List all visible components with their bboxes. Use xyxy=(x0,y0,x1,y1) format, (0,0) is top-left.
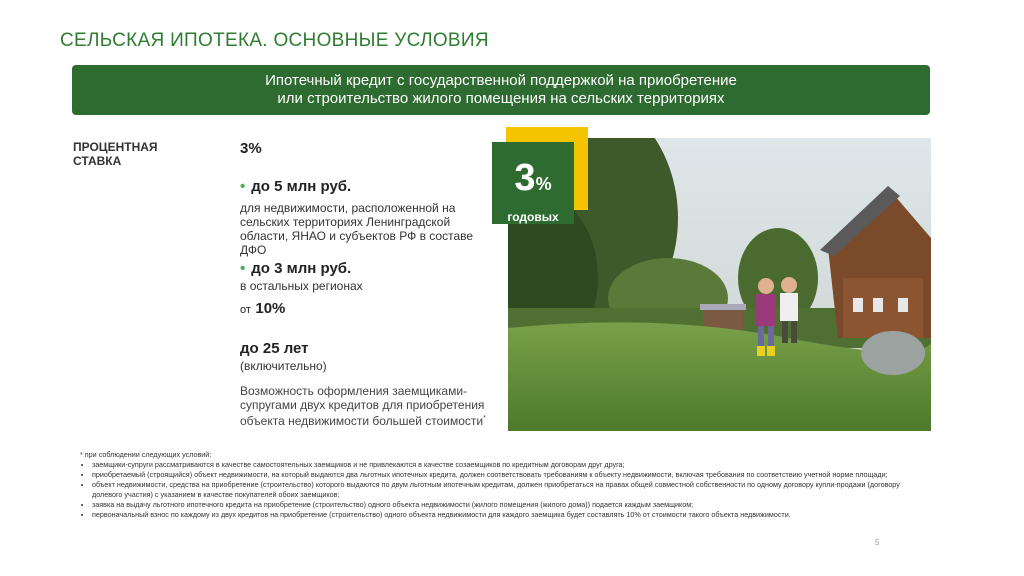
footnote-item: • приобретаемый (строящийся) объект недвижимости, на который выдаются два льготных ипотечных кредита, должен соответствовать требованиям к объекту недвижимости, включая требования по соответствию учетной норме площади; xyxy=(92,470,925,480)
spouses-note: Возможность оформления заемщиками-супругами двух кредитов для приобретения объекта недвижимости большей стоимости* xyxy=(240,384,486,428)
limit-1-amount: • до 5 млн руб. xyxy=(240,178,352,195)
down-payment-prefix: от xyxy=(240,304,251,316)
footnotes-intro: * при соблюдении следующих условий: xyxy=(80,450,212,459)
rate-badge xyxy=(492,142,574,224)
rate-label: ПРОЦЕНТНАЯ СТАВКА xyxy=(73,140,158,168)
badge-label: годовых xyxy=(507,210,559,224)
banner-line-1: Ипотечный кредит с государственной поддержкой на приобретение xyxy=(265,72,737,89)
page-title: СЕЛЬСКАЯ ИПОТЕКА. ОСНОВНЫЕ УСЛОВИЯ xyxy=(60,30,489,51)
footnote-item: • заемщики-супруги рассматриваются в качестве самостоятельных заемщиков и не привлекаются в качестве созаемщиков по кредитным договорам друг друга; xyxy=(92,460,925,470)
term-note: (включительно) xyxy=(240,359,327,373)
banner-line-2: или строительство жилого помещения на сельских территориях xyxy=(277,90,725,107)
limit-block-2 xyxy=(240,260,500,293)
footnote-item: • объект недвижимости, средства на приобретение (строительство) которого выдаются по двум льготным ипотечным кредитам, должен приобретаться на правах общей совместной собственности по одному договору купли-продажи (договору долевого участия) с указанием в качестве покупателей обоих заемщиков; xyxy=(92,480,925,500)
down-payment-value: 10% xyxy=(255,300,286,317)
limit-1-description: для недвижимости, расположенной на сельских территориях Ленинградской области, ЯНАО и субъектов РФ в составе ДФО xyxy=(240,201,474,257)
badge-percent: % xyxy=(535,174,552,194)
bullet-icon: • xyxy=(240,260,246,277)
footnote-item: • первоначальный взнос по каждому из двух кредитов на приобретение (строительство) одного объекта недвижимости для каждого заемщика будет составлять 10% от стоимости такого объекта недвижимости. xyxy=(92,510,925,520)
footnotes-list xyxy=(80,460,925,520)
footnote-item: • заявка на выдачу льготного ипотечного кредита на приобретение (строительство) одного объекта недвижимости (жилого помещения (жилого дома)) подается каждым заемщиком; xyxy=(92,500,925,510)
term-block xyxy=(240,340,500,373)
limit-2-description: в остальных регионах xyxy=(240,279,363,293)
rate-value: 3% xyxy=(240,140,262,157)
limit-2-amount: • до 3 млн руб. xyxy=(240,260,352,277)
title-banner xyxy=(72,65,930,115)
asterisk: * xyxy=(483,415,486,422)
down-payment xyxy=(240,300,285,318)
bullet-icon: • xyxy=(240,178,246,195)
footnotes xyxy=(80,450,925,520)
page-number: 5 xyxy=(875,538,880,547)
limit-block-1 xyxy=(240,178,500,257)
term-value: до 25 лет xyxy=(240,340,309,357)
badge-number: 3% xyxy=(514,157,552,199)
